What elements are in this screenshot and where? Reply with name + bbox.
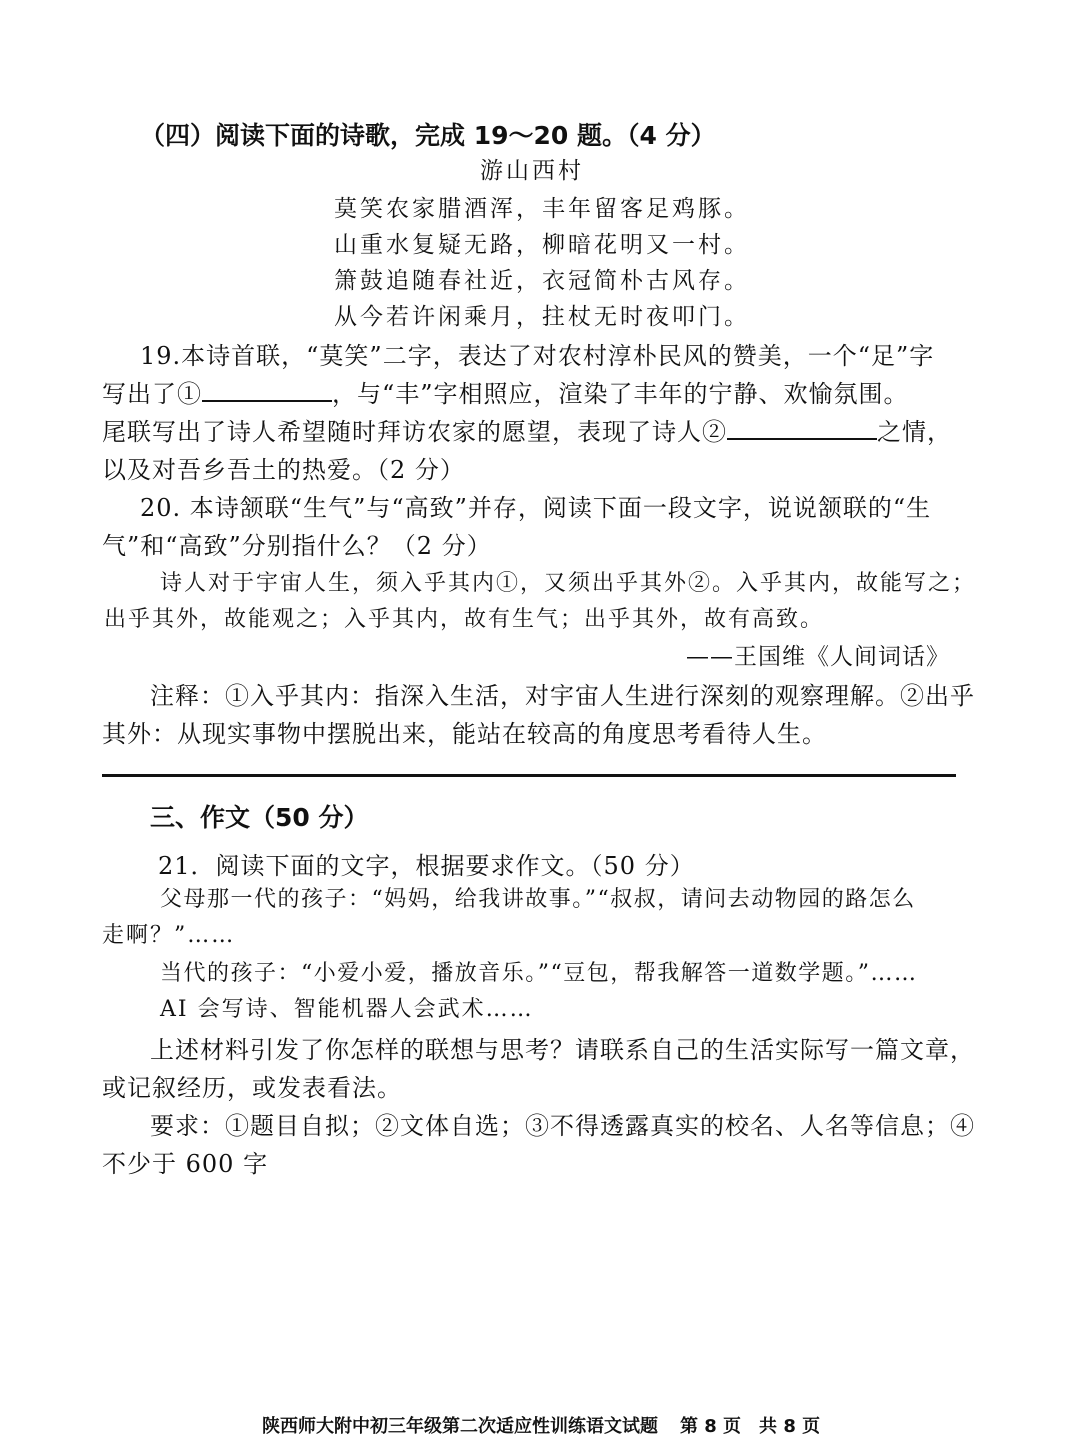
prompt-line-1: 上述材料引发了你怎样的联想与思考？请联系自己的生活实际写一篇文章， — [150, 1036, 975, 1064]
q19-line-2-post: ，与“丰”字相照应，渲染了丰年的宁静、欢愉氛围。 — [332, 380, 909, 408]
quote-line-1: 诗人对于宇宙人生，须入乎其内①，又须出乎其外②。入乎其内，故能写之； — [160, 571, 977, 596]
poem-title: 游山西村 — [480, 158, 584, 184]
q19-line-2-pre: 写出了① — [102, 380, 202, 408]
requirements-line-2: 不少于 600 字 — [102, 1150, 269, 1178]
answer-blank-1[interactable] — [202, 382, 332, 402]
composition-heading: 三、作文（50 分） — [150, 803, 369, 832]
section-four-heading: （四）阅读下面的诗歌，完成 19～20 题。（4 分） — [140, 121, 716, 150]
q19-line-3-post: 之情， — [877, 418, 952, 446]
q19-line-4: 以及对吾乡吾土的热爱。（2 分） — [102, 456, 465, 484]
quote-attribution: ——王国维《人间词话》 — [686, 644, 950, 670]
note-line-1: 注释：①入乎其内：指深入生活，对宇宙人生进行深刻的观察理解。②出乎 — [150, 682, 975, 710]
material-line-4: AI 会写诗、智能机器人会武术…… — [160, 997, 534, 1022]
material-line-1: 父母那一代的孩子：“妈妈，给我讲故事。”“叔叔，请问去动物园的路怎么 — [160, 887, 916, 912]
poem-line-1: 莫笑农家腊酒浑，丰年留客足鸡豚。 — [334, 196, 750, 222]
answer-blank-2[interactable] — [727, 420, 877, 440]
material-line-2: 走啊？”…… — [102, 923, 236, 948]
section-divider — [102, 774, 956, 777]
footer-exam-name: 陕西师大附中初三年级第二次适应性训练语文试题 — [262, 1416, 658, 1437]
requirements-line-1: 要求：①题目自拟；②文体自选；③不得透露真实的校名、人名等信息；④ — [150, 1112, 975, 1140]
footer-page-info: 第 8 页 共 8 页 — [680, 1416, 821, 1437]
prompt-line-2: 或记叙经历，或发表看法。 — [102, 1074, 402, 1102]
quote-line-2: 出乎其外，故能观之；入乎其内，故有生气；出乎其外，故有高致。 — [104, 607, 825, 632]
q19-line-3-pre: 尾联写出了诗人希望随时拜访农家的愿望，表现了诗人② — [102, 418, 727, 446]
q21-line-1: 21．阅读下面的文字，根据要求作文。（50 分） — [158, 852, 695, 880]
poem-line-3: 箫鼓追随春社近，衣冠简朴古风存。 — [334, 268, 750, 294]
q20-line-1: 20. 本诗颔联“生气”与“高致”并存，阅读下面一段文字，说说颔联的“生 — [140, 494, 932, 522]
q19-line-1: 19.本诗首联，“莫笑”二字，表达了对农村淳朴民风的赞美，一个“足”字 — [140, 342, 935, 370]
material-line-3: 当代的孩子：“小爱小爱，播放音乐。”“豆包，帮我解答一道数学题。”…… — [160, 961, 918, 986]
note-line-2: 其外：从现实事物中摆脱出来，能站在较高的角度思考看待人生。 — [102, 720, 827, 748]
q19-line-3 — [102, 412, 952, 447]
q19-line-2 — [102, 374, 909, 409]
q20-line-2: 气”和“高致”分别指什么？（2 分） — [102, 532, 492, 560]
poem-line-4: 从今若许闲乘月，拄杖无时夜叩门。 — [334, 304, 750, 330]
poem-line-2: 山重水复疑无路，柳暗花明又一村。 — [334, 232, 750, 258]
